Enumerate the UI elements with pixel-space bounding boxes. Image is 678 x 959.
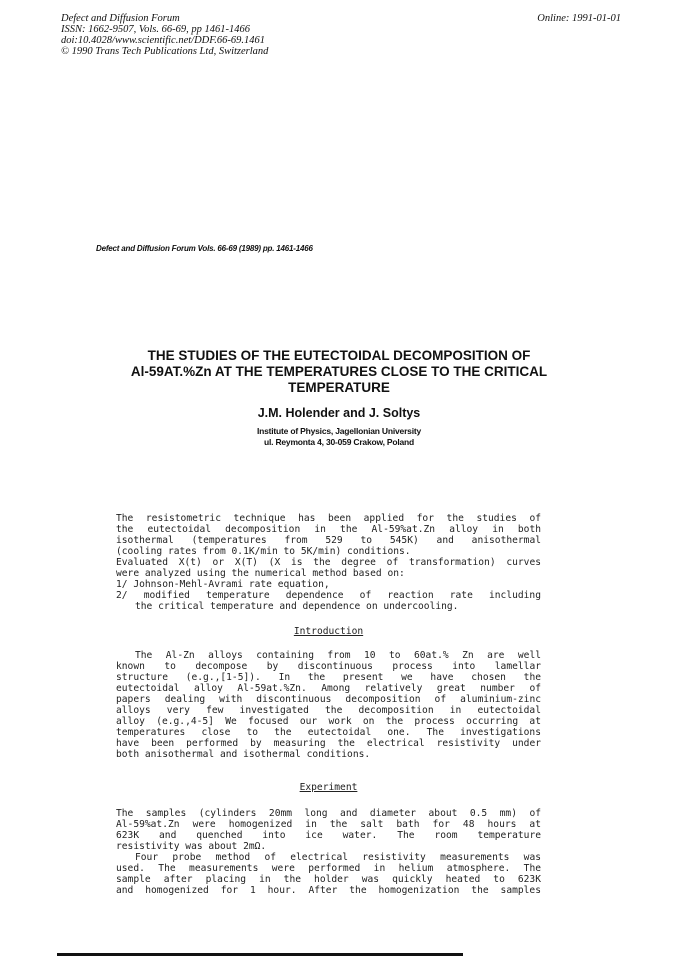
text-line: and homogenized for 1 hour. After the homogenization the samples: [116, 885, 541, 896]
online-date: Online: 1991-01-01: [537, 13, 621, 24]
experiment-text: [116, 808, 541, 896]
text-line: Al-59%at.Zn were homogenized in the salt bath for 48 hours at: [116, 819, 541, 830]
text-line: The samples (cylinders 20mm long and diameter about 0.5 mm) of: [116, 808, 541, 819]
authors: J.M. Holender and J. Soltys: [257, 406, 421, 420]
paper-title: [0, 348, 678, 396]
text-line: The Al-Zn alloys containing from 10 to 60at.% Zn are well: [135, 650, 541, 661]
introduction-text: [116, 650, 541, 760]
text-line: structure (e.g.,[1-5]). In the present we have chosen the: [116, 672, 541, 683]
header-line: Defect and Diffusion Forum: [61, 13, 180, 24]
publication-header: [61, 13, 268, 57]
header-line: ISSN: 1662-9507, Vols. 66-69, pp 1461-1466: [61, 24, 250, 35]
affiliation-line: ul. Reymonta 4, 30-059 Crakow, Poland: [263, 437, 415, 447]
text-line: known to decompose by discontinuous process into lamellar: [116, 661, 541, 672]
text-line: alloys very few investigated the decomposition in eutectoidal: [116, 705, 541, 716]
text-line: alloy (e.g.,4-5] We focused our work on the process occurring at: [116, 716, 541, 727]
footer-rule: [57, 953, 463, 956]
text-line: Four probe method of electrical resistivity measurements was: [135, 852, 541, 863]
text-line: (cooling rates from 0.1K/min to 5K/min) conditions.: [116, 546, 411, 557]
affiliation: [0, 426, 678, 448]
text-line: resistivity was about 2mΩ.: [116, 841, 267, 852]
title-line: Al-59AT.%Zn AT THE TEMPERATURES CLOSE TO THE CRITICAL: [130, 364, 548, 379]
text-line: The resistometric technique has been applied for the studies of: [116, 513, 541, 524]
text-line: were analyzed using the numerical method based on:: [116, 568, 405, 579]
header-copyright: © 1990 Trans Tech Publications Ltd, Switzerland: [61, 46, 269, 57]
text-line: papers dealing with discontinuous decomposition of aluminium-zinc: [116, 694, 541, 705]
header-doi: doi:10.4028/www.scientific.net/DDF.66-69.1461: [61, 35, 266, 46]
text-line: the eutectoidal decomposition in the Al-59%at.Zn alloy in both: [116, 524, 541, 535]
text-line: Evaluated X(t) or X(T) (X is the degree of transformation) curves: [116, 557, 541, 568]
text-line: sample after placing in the holder was quickly heated to 623K: [116, 874, 541, 885]
text-line: 2/ modified temperature dependence of reaction rate including: [116, 590, 541, 601]
journal-citation: Defect and Diffusion Forum Vols. 66-69 (1989) pp. 1461-1466: [96, 244, 313, 253]
text-line: isothermal (temperatures from 529 to 545K) and anisothermal: [116, 535, 541, 546]
text-line: have been performed by measuring the electrical resistivity under: [116, 738, 541, 749]
section-heading-introduction: Introduction: [293, 626, 364, 637]
text-line: the critical temperature and dependence on undercooling.: [135, 601, 459, 612]
text-line: eutectoidal alloy Al-59at.%Zn. Among relatively great number of: [116, 683, 541, 694]
abstract: [116, 513, 541, 612]
title-line: THE STUDIES OF THE EUTECTOIDAL DECOMPOSITION OF: [147, 348, 531, 363]
text-line: 623K and quenched into ice water. The room temperature: [116, 830, 541, 841]
text-line: used. The measurements were performed in helium atmosphere. The: [116, 863, 541, 874]
text-line: temperatures close to the eutectoidal one. The investigations: [116, 727, 541, 738]
text-line: both anisothermal and isothermal conditions.: [116, 749, 371, 760]
text-line: 1/ Johnson-Mehl-Avrami rate equation,: [116, 579, 330, 590]
title-line: TEMPERATURE: [288, 380, 390, 395]
affiliation-line: Institute of Physics, Jagellonian University: [256, 426, 422, 436]
section-heading-experiment: Experiment: [299, 782, 358, 793]
